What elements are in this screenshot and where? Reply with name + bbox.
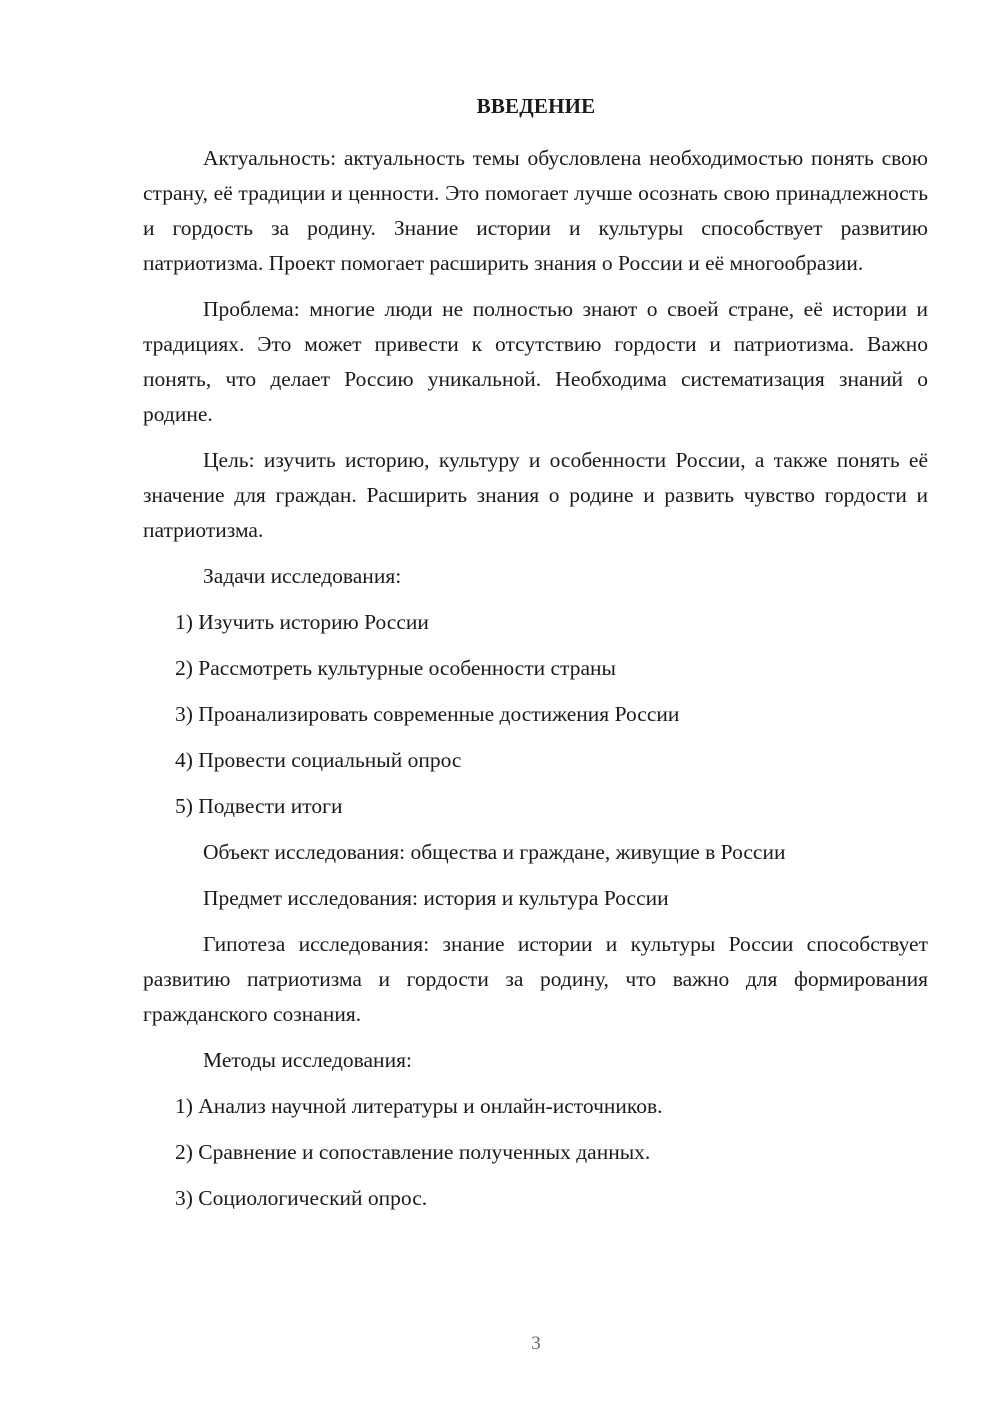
- list-item-task: 2) Рассмотреть культурные особенности страны: [175, 656, 616, 680]
- problem-paragraph: Проблема: многие люди не полностью знают о своей стране, её истории и традициях. Это может привести к отсутствию гордости и патриотизма. Важно понять, что делает Россию уникальной. Необходима систематизация знаний о родине.: [143, 297, 928, 426]
- list-item-method: 1) Анализ научной литературы и онлайн-источников.: [175, 1094, 663, 1118]
- list-item-method: 2) Сравнение и сопоставление полученных данных.: [175, 1140, 651, 1164]
- list-item-task: 3) Проанализировать современные достижения России: [175, 702, 680, 726]
- goal-paragraph: Цель: изучить историю, культуру и особенности России, а также понять её значение для граждан. Расширить знания о родине и развить чувство гордости и патриотизма.: [143, 448, 928, 542]
- relevance-paragraph: Актуальность: актуальность темы обусловлена необходимостью понять свою страну, её традиции и ценности. Это помогает лучше осознать свою принадлежность и гордость за родину. Знание истории и культуры способствует развитию патриотизма. Проект помогает расширить знания о России и её многообразии.: [143, 146, 928, 275]
- list-item-task: 4) Провести социальный опрос: [175, 748, 462, 772]
- methods-heading: Методы исследования:: [203, 1048, 412, 1072]
- tasks-heading: Задачи исследования:: [203, 564, 402, 588]
- list-item-method: 3) Социологический опрос.: [175, 1186, 428, 1210]
- object-paragraph: Объект исследования: общества и граждане, живущие в России: [203, 840, 786, 864]
- tasks-list: [143, 605, 928, 824]
- page-title: ВВЕДЕНИЕ: [476, 94, 596, 118]
- hypothesis-paragraph: Гипотеза исследования: знание истории и культуры России способствует развитию патриотизма и гордости за родину, что важно для формирования гражданского сознания.: [143, 932, 928, 1026]
- list-item-task: 1) Изучить историю России: [175, 610, 429, 634]
- page-number: 3: [531, 1333, 541, 1354]
- methods-list: [143, 1089, 928, 1216]
- list-item-task: 5) Подвести итоги: [175, 794, 343, 818]
- subject-paragraph: Предмет исследования: история и культура России: [203, 886, 669, 910]
- document-body: [143, 141, 928, 1227]
